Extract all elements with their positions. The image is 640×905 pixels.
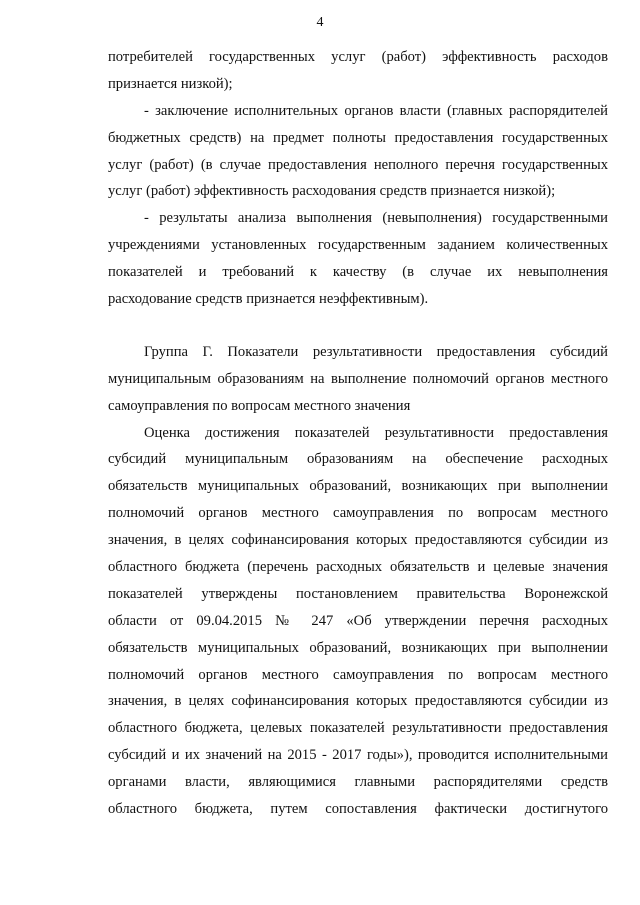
- text-line: потребителей государственных услуг (работ) эффективность расходов: [108, 49, 608, 65]
- text-line: Оценка достижения показателей результативности предоставления: [144, 424, 608, 441]
- text-line: - заключение исполнительных органов власти (главных распорядителей: [144, 102, 608, 119]
- paragraph: [108, 339, 608, 420]
- text-line: полномочий органов местного самоуправления по вопросам местного: [108, 666, 608, 683]
- text-line: обязательств муниципальных образований, возникающих при выполнении: [108, 478, 608, 495]
- paragraph: [108, 420, 608, 823]
- text-line: областного бюджета (перечень расходных обязательств и целевые значения: [108, 559, 608, 576]
- text-line: расходование средств признается неэффективным).: [108, 291, 429, 308]
- text-line: полномочий органов местного самоуправления по вопросам местного: [108, 505, 608, 522]
- text-line: обязательств муниципальных образований, возникающих при выполнении: [108, 639, 608, 656]
- document-body: [108, 44, 608, 823]
- paragraph: [108, 205, 608, 313]
- text-line: учреждениями установленных государственным заданием количественных: [108, 237, 608, 254]
- text-line: муниципальным образованиям на выполнение полномочий органов местного: [108, 370, 608, 387]
- text-line: областного бюджета, путем сопоставления фактически достигнутого: [108, 801, 608, 818]
- text-line: областного бюджета, целевых показателей результативности предоставления: [108, 720, 608, 737]
- text-line: органами власти, являющимися главными распорядителями средств: [108, 774, 608, 791]
- text-line: признается низкой);: [108, 75, 233, 92]
- text-line: услуг (работ) (в случае предоставления неполного перечня государственных: [108, 156, 608, 173]
- text-line: - результаты анализа выполнения (невыполнения) государственными: [144, 210, 608, 227]
- text-line: показателей утверждены постановлением правительства Воронежской: [108, 585, 608, 602]
- paragraph-gap: [108, 313, 608, 339]
- paragraph: [108, 44, 608, 98]
- text-line: значения, в целях софинансирования которых предоставляются субсидии из: [108, 693, 608, 710]
- text-line: Группа Г. Показатели результативности предоставления субсидий: [144, 343, 608, 360]
- text-line: области от 09.04.2015 № 247 «Об утверждении перечня расходных: [108, 612, 608, 629]
- text-line: субсидий и их значений на 2015 - 2017 годы»), проводится исполнительными: [108, 747, 608, 764]
- text-line: самоуправления по вопросам местного значения: [108, 397, 411, 414]
- text-line: бюджетных средств) на предмет полноты предоставления государственных: [108, 129, 608, 146]
- paragraph: [108, 98, 608, 206]
- page-number: 4: [316, 15, 324, 30]
- text-line: значения, в целях софинансирования которых предоставляются субсидии из: [108, 532, 608, 549]
- text-line: показателей и требований к качеству (в случае их невыполнения: [108, 264, 608, 281]
- text-line: субсидий муниципальным образованиям на обеспечение расходных: [108, 451, 608, 468]
- text-line: услуг (работ) эффективность расходования средств признается низкой);: [108, 183, 556, 200]
